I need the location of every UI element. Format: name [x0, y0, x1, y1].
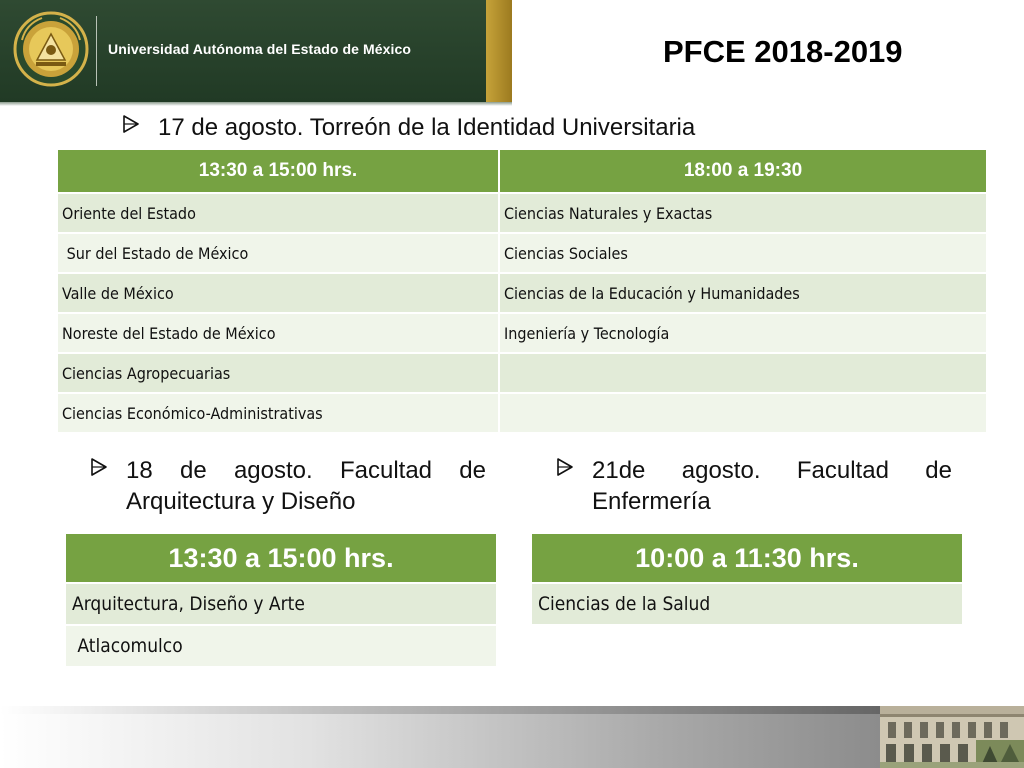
table-row [57, 353, 987, 393]
session3-heading [556, 455, 952, 517]
table-header-row [531, 533, 963, 583]
university-seal-icon [12, 10, 90, 88]
table-cell: Ciencias de la Salud [531, 583, 963, 625]
table-cell: Sur del Estado de México [57, 233, 499, 273]
table-cell: Ciencias Económico-Administrativas [57, 393, 499, 433]
table-cell: Atlacomulco [65, 625, 497, 667]
column-header: 13:30 a 15:00 hrs. [57, 149, 499, 193]
table-cell: Ciencias Agropecuarias [57, 353, 499, 393]
arrow-bullet-icon [90, 455, 108, 479]
table-header-row [65, 533, 497, 583]
session3-table [530, 532, 964, 626]
column-header: 10:00 a 11:30 hrs. [531, 533, 963, 583]
university-name: Universidad Autónoma del Estado de México [108, 41, 412, 57]
session2-table [64, 532, 498, 668]
table-cell [499, 393, 987, 433]
session1-table [56, 148, 988, 434]
session1-heading [122, 112, 822, 143]
building-photo [880, 706, 1024, 768]
arrow-bullet-icon [122, 112, 140, 136]
footer-gradient-bar [0, 706, 880, 768]
table-row [57, 193, 987, 233]
table-row [65, 583, 497, 625]
table-cell: Valle de México [57, 273, 499, 313]
table-cell [499, 353, 987, 393]
table-row [65, 625, 497, 667]
table-row [57, 393, 987, 433]
table-cell: Noreste del Estado de México [57, 313, 499, 353]
table-header-row [57, 149, 987, 193]
table-cell: Ciencias Naturales y Exactas [499, 193, 987, 233]
table-cell: Ciencias Sociales [499, 233, 987, 273]
table-row [531, 583, 963, 625]
table-cell: Ciencias de la Educación y Humanidades [499, 273, 987, 313]
column-header: 13:30 a 15:00 hrs. [65, 533, 497, 583]
column-header: 18:00 a 19:30 [499, 149, 987, 193]
table-row [57, 273, 987, 313]
page-title: PFCE 2018-2019 [663, 34, 903, 69]
banner-gold-strip [486, 0, 512, 102]
session3-heading-text: 21de agosto. Facultad de Enfermería [592, 457, 952, 515]
table-cell: Arquitectura, Diseño y Arte [65, 583, 497, 625]
session2-heading-text: 18 de agosto. Facultad de Arquitectura y Diseño [126, 457, 486, 515]
table-cell: Ingeniería y Tecnología [499, 313, 987, 353]
table-row [57, 313, 987, 353]
arrow-bullet-icon [556, 455, 574, 479]
table-row [57, 233, 987, 273]
session1-heading-text: 17 de agosto. Torreón de la Identidad Universitaria [158, 114, 696, 141]
table-cell: Oriente del Estado [57, 193, 499, 233]
banner-divider [96, 16, 97, 86]
banner-shadow [0, 102, 512, 106]
session2-heading [90, 455, 486, 517]
